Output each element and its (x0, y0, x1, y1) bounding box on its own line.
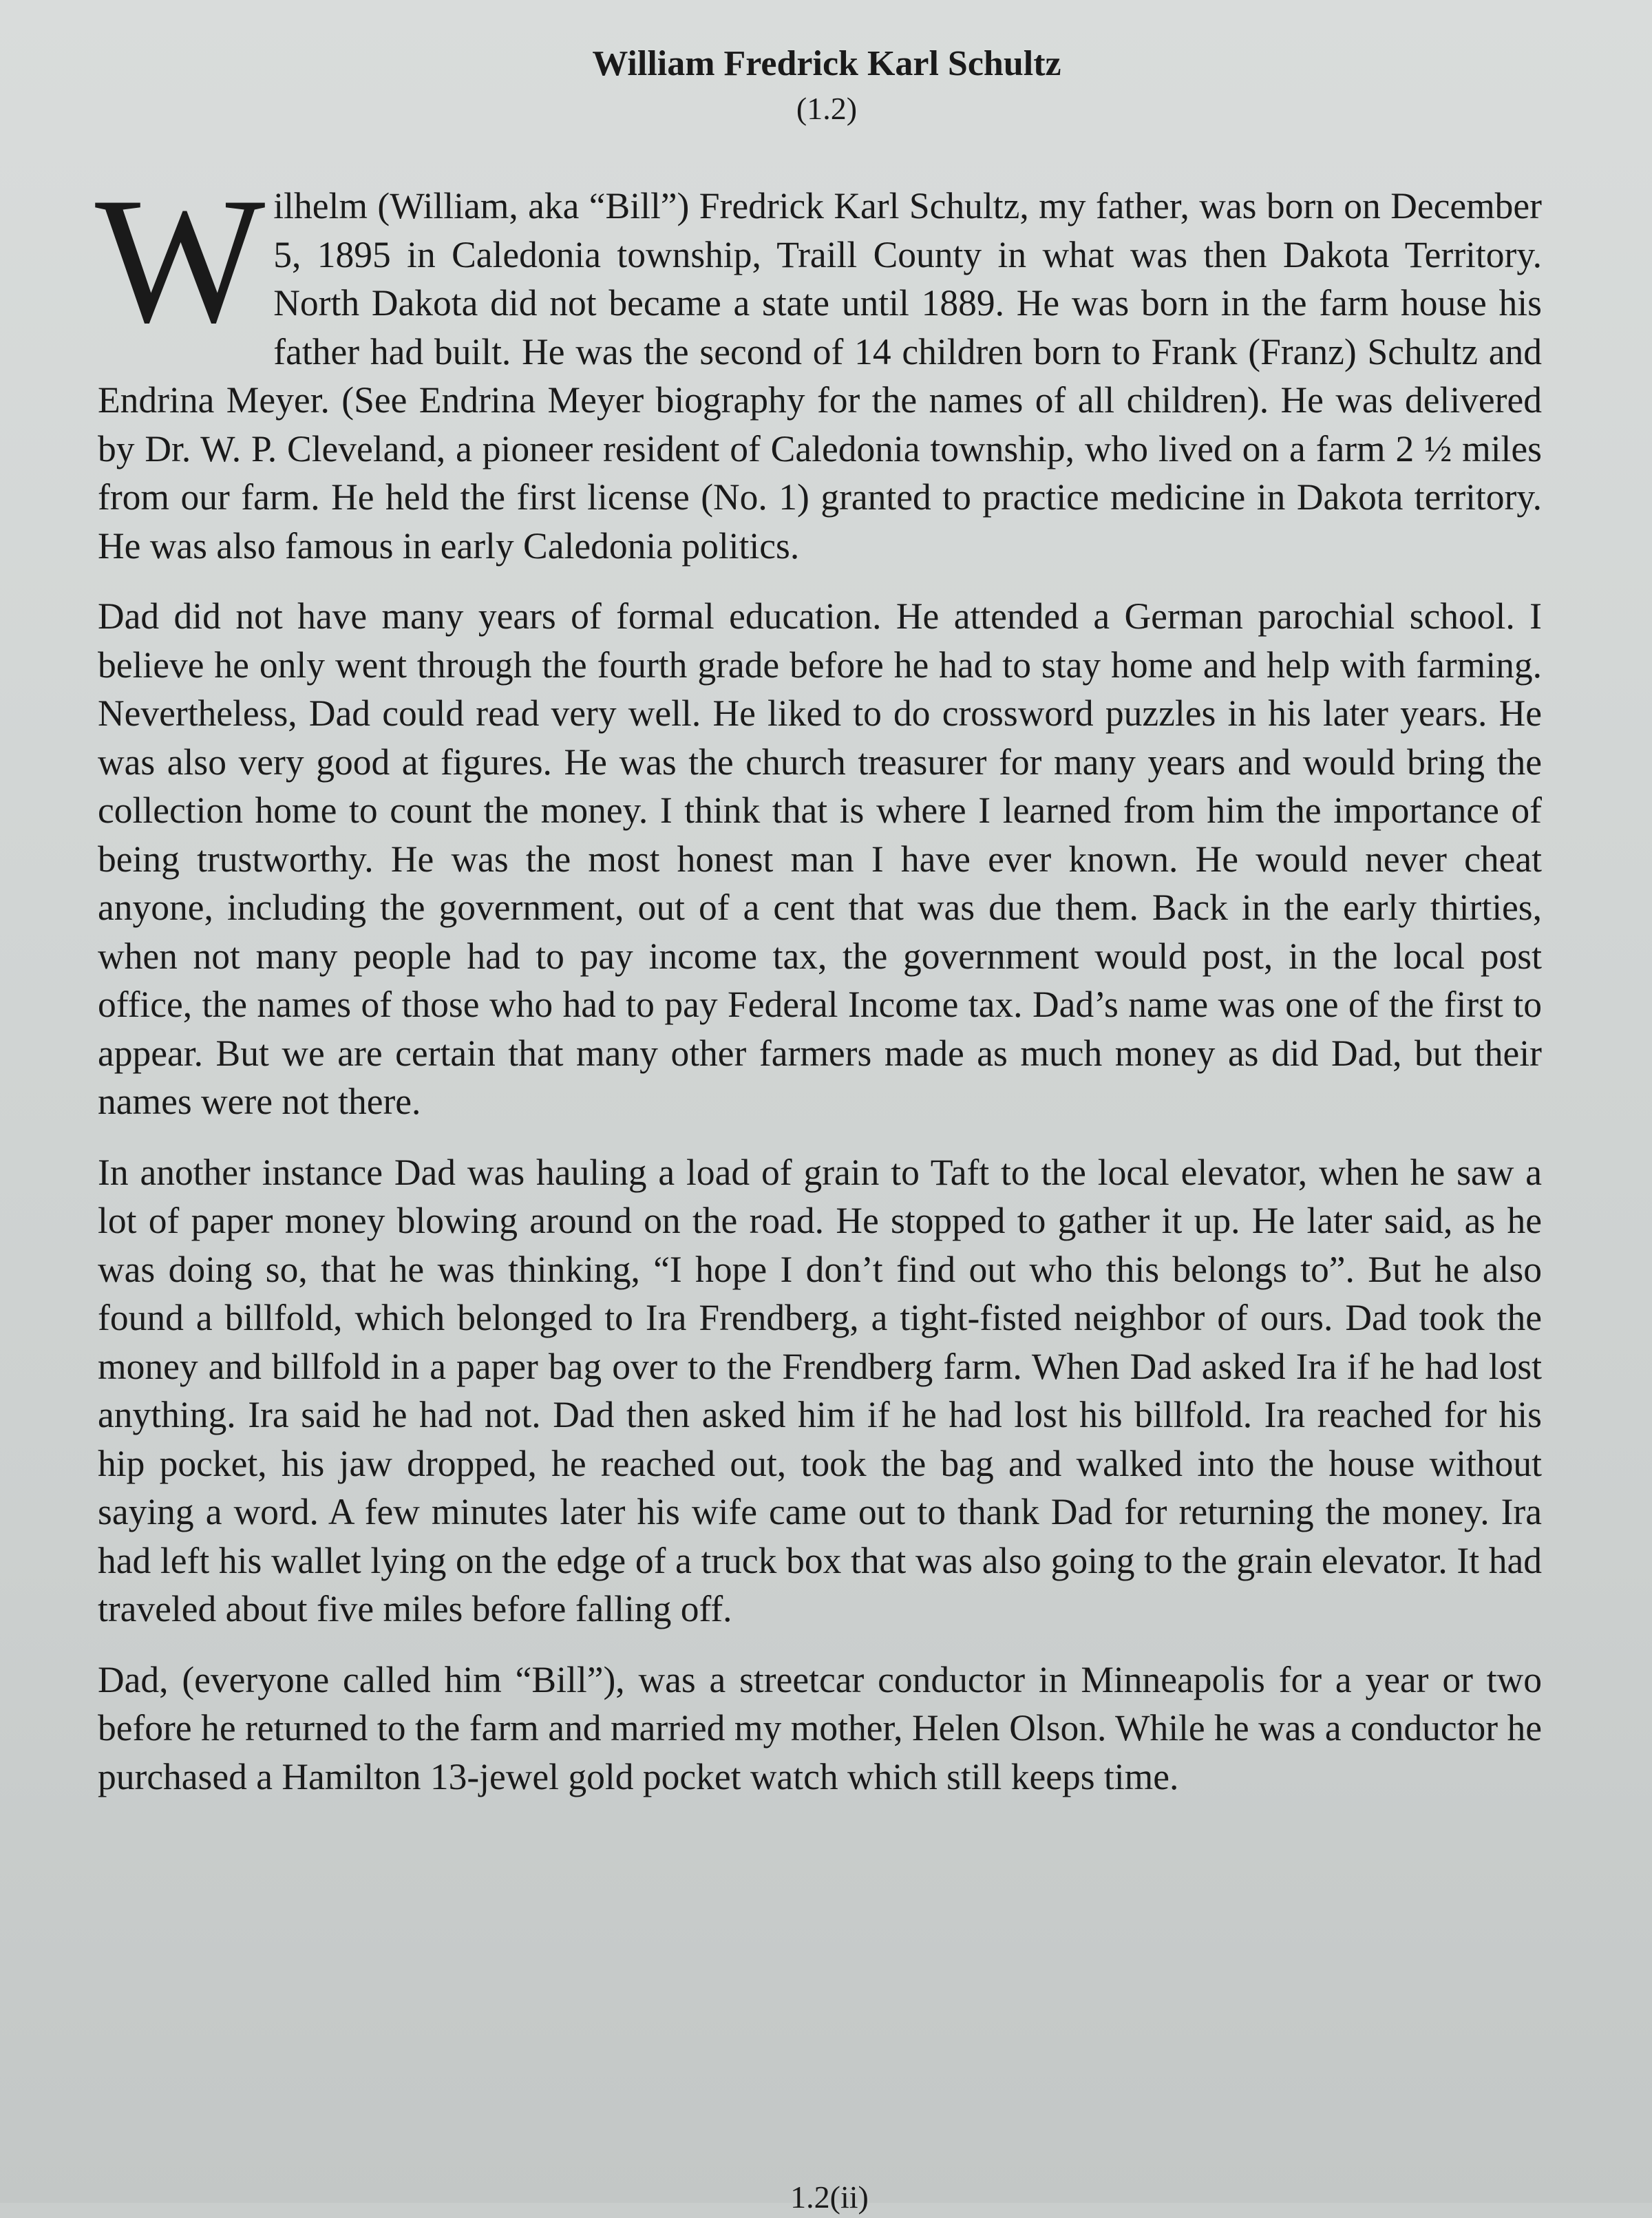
page-number: 1.2(ii) (790, 2179, 869, 2215)
paragraph-2: Dad did not have many years of formal education. He attended a German parochial school. I believe he only went through the fourth grade before he had to stay home and help with farming. Nevertheless, Dad could read very well. He liked to do crossword puzzles in his later years. He was also very good at figures. He was the church treasurer for many years and would bring the collection home to count the money. I think that is where I learned from him the importance of being trustworthy. He was the most honest man I have ever known. He would never cheat anyone, including the government, out of a cent that was due them. Back in the early thirties, when not many people had to pay income tax, the government would post, in the local post office, the names of those who had to pay Federal Income tax. Dad’s name was one of the first to appear. But we are certain that many other farmers made as much money as did Dad, but their names were not there. (98, 595, 1542, 1122)
page-title: William Fredrick Karl Schultz (592, 44, 1061, 83)
paragraph-4: Dad, (everyone called him “Bill”), was a streetcar conductor in Minneapolis for a year or two before he returned to the farm and married my mother, Helen Olson. While he was a conductor he purchased a Hamilton 13-jewel gold pocket watch which still keeps time. (98, 1658, 1542, 1797)
paragraph-1-text: ilhelm (William, aka “Bill”) Fredrick Karl Schultz, my father, was born on December 5, 1895 in Caledonia township, Traill County in what was then Dakota Territory. North Dakota did not became a state until 1889. He was born in the farm house his father had built. He was the second of 14 children born to Frank (Franz) Schultz and Endrina Meyer. (See Endrina Meyer biography for the names of all children). He was delivered by Dr. W. P. Cleveland, a pioneer resident of Caledonia township, who lived on a farm 2 ½ miles from our farm. He held the first license (No. 1) granted to practice medicine in Dakota territory. He was also famous in early Caledonia politics. (98, 185, 1542, 567)
drop-cap: W (95, 160, 266, 360)
paragraph-1 (95, 160, 1542, 570)
body-text (95, 160, 1542, 1801)
paragraph-3: In another instance Dad was hauling a load of grain to Taft to the local elevator, when he saw a lot of paper money blowing around on the road. He stopped to gather it up. He later said, as he was doing so, that he was thinking, “I hope I don’t find out who this belongs to”. But he also found a billfold, which belonged to Ira Frendberg, a tight-fisted neighbor of ours. Dad took the money and billfold in a paper bag over to the Frendberg farm. When Dad asked Ira if he had lost anything. Ira said he had not. Dad then asked him if he had lost his billfold. Ira reached for his hip pocket, his jaw dropped, he reached out, took the bag and walked into the house without saying a word. A few minutes later his wife came out to thank Dad for returning the money. Ira had left his wallet lying on the edge of a truck box that was also going to the grain elevator. It had traveled about five miles before falling off. (98, 1151, 1542, 1629)
section-number: (1.2) (796, 91, 858, 126)
